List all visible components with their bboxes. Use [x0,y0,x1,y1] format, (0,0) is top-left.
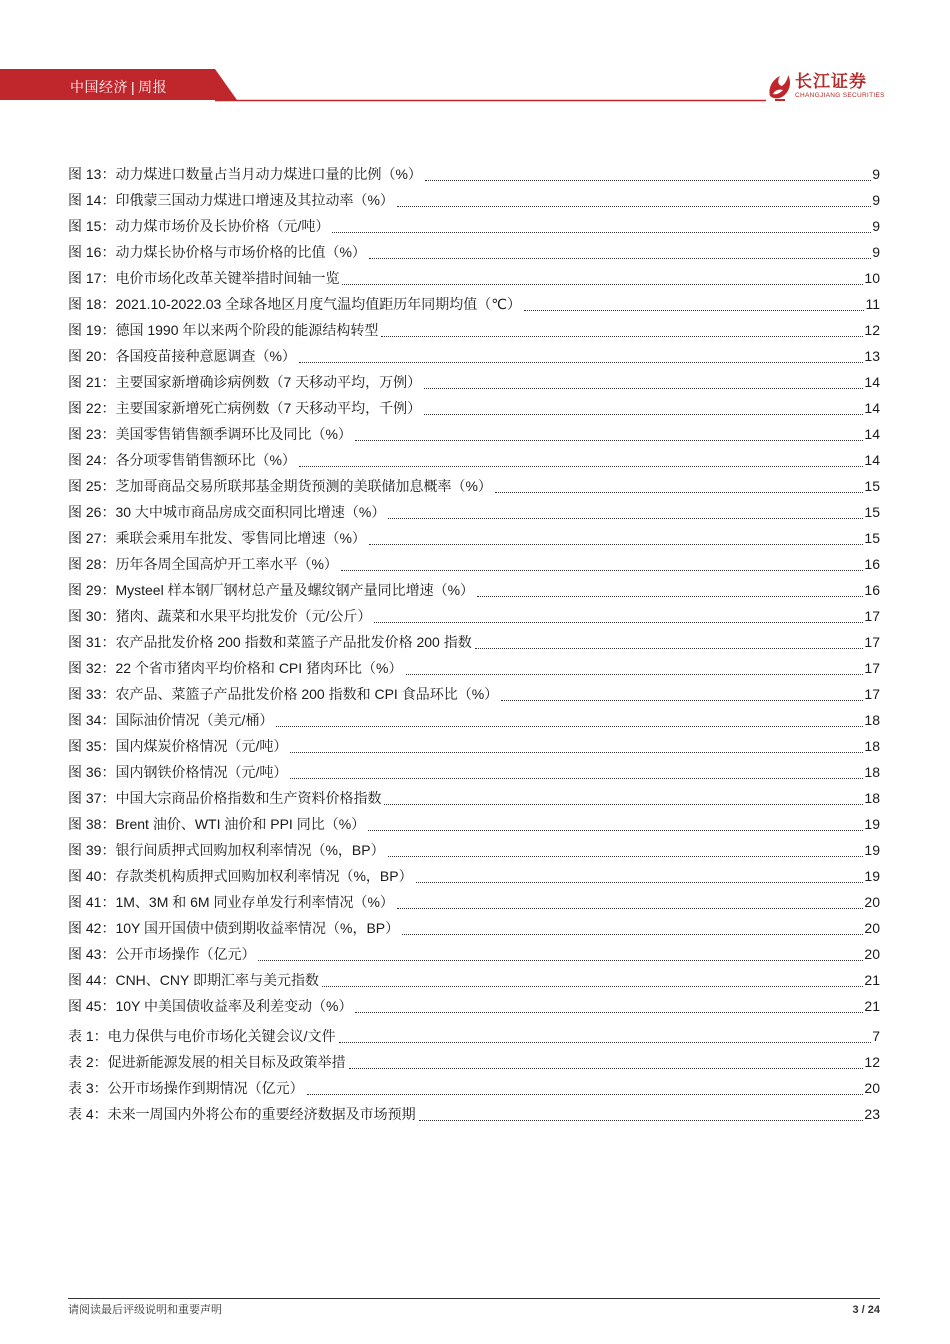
toc-entry-label: 图 34：国际油价情况（美元/桶） [68,712,274,728]
toc-entry-page: 15 [864,530,880,546]
footer-disclaimer-note: 请阅读最后评级说明和重要声明 [68,1304,222,1316]
toc-entry-page: 14 [864,374,880,390]
toc-entry-label: 图 20：各国疫苗接种意愿调查（%） [68,348,296,364]
toc-entry-label: 图 39：银行间质押式回购加权利率情况（%，BP） [68,842,385,858]
figure-list [68,161,880,1019]
toc-entry-label: 图 28：历年各周全国高炉开工率水平（%） [68,556,338,572]
brand-name-en: CHANGJIANG SECURITIES [795,92,885,99]
dot-leader [355,439,864,441]
toc-entry-page: 20 [864,894,880,910]
figure-toc-entry[interactable] [68,863,880,889]
toc-entry-label: 图 35：国内煤炭价格情况（元/吨） [68,738,288,754]
figure-toc-entry[interactable] [68,785,880,811]
figure-toc-entry[interactable] [68,993,880,1019]
toc-entry-page: 20 [864,920,880,936]
dot-leader [384,803,863,805]
figure-toc-entry[interactable] [68,967,880,993]
figure-toc-entry[interactable] [68,239,880,265]
figure-toc-entry[interactable] [68,421,880,447]
figure-toc-entry[interactable] [68,681,880,707]
figure-toc-entry[interactable] [68,525,880,551]
dot-leader [477,595,863,597]
figure-toc-entry[interactable] [68,577,880,603]
dot-leader [374,621,863,623]
toc-entry-page: 19 [864,868,880,884]
toc-entry-page: 23 [864,1106,880,1122]
toc-entry-label: 图 15：动力煤市场价及长协价格（元/吨） [68,218,330,234]
dot-leader [258,959,863,961]
header-title [70,76,167,98]
dot-leader [341,569,864,571]
figure-toc-entry[interactable] [68,889,880,915]
dot-leader [425,179,871,181]
dot-leader [397,907,863,909]
brand-logo [766,70,886,106]
figure-toc-entry[interactable] [68,343,880,369]
figure-toc-entry[interactable] [68,655,880,681]
brand-name: 长江证券 [795,72,867,91]
dot-leader [369,257,871,259]
toc-entry-page: 17 [864,660,880,676]
dot-leader [388,855,864,857]
toc-entry-label: 图 19：德国 1990 年以来两个阶段的能源结构转型 [68,322,379,338]
figure-toc-entry[interactable] [68,317,880,343]
figure-toc-entry[interactable] [68,915,880,941]
figure-toc-entry[interactable] [68,733,880,759]
dot-leader [369,543,864,545]
toc-entry-label: 图 31：农产品批发价格 200 指数和菜篮子产品批发价格 200 指数 [68,634,472,650]
table-toc-entry[interactable] [68,1023,880,1049]
figure-toc-entry[interactable] [68,759,880,785]
figure-toc-entry[interactable] [68,837,880,863]
toc-entry-page: 20 [864,1080,880,1096]
toc-entry-page: 18 [864,712,880,728]
toc-entry-label: 图 25：芝加哥商品交易所联邦基金期货预测的美联储加息概率（%） [68,478,492,494]
dot-leader [349,1067,864,1069]
figure-toc-entry[interactable] [68,811,880,837]
table-toc-entry[interactable] [68,1101,880,1127]
toc-entry-label: 图 22：主要国家新增死亡病例数（7 天移动平均，千例） [68,400,422,416]
toc-entry-page: 12 [864,322,880,338]
toc-entry-page: 14 [864,400,880,416]
dot-leader [416,881,864,883]
dot-leader [419,1119,864,1121]
dot-leader [406,673,864,675]
toc-entry-label: 图 14：印俄蒙三国动力煤进口增速及其拉动率（%） [68,192,394,208]
figure-toc-entry[interactable] [68,395,880,421]
figure-toc-entry[interactable] [68,941,880,967]
figure-toc-entry[interactable] [68,187,880,213]
toc-entry-label: 图 16：动力煤长协价格与市场价格的比值（%） [68,244,366,260]
dot-leader [495,491,864,493]
table-toc-entry[interactable] [68,1049,880,1075]
toc-entry-page: 9 [872,218,880,234]
dot-leader [381,335,863,337]
toc-entry-label: 图 41：1M、3M 和 6M 同业存单发行利率情况（%） [68,894,394,910]
table-toc-entry[interactable] [68,1075,880,1101]
toc-entry-label: 图 45：10Y 中美国债收益率及利差变动（%） [68,998,353,1014]
toc-entry-label: 图 13：动力煤进口数量占当月动力煤进口量的比例（%） [68,166,422,182]
dot-leader [299,465,864,467]
toc-entry-label: 图 18：2021.10-2022.03 全球各地区月度气温均值距历年同期均值（℃） [68,296,521,312]
figure-toc-entry[interactable] [68,629,880,655]
toc-entry-label: 表 1：电力保供与电价市场化关键会议/文件 [68,1028,336,1044]
toc-entry-label: 图 32：22 个省市猪肉平均价格和 CPI 猪肉环比（%） [68,660,403,676]
dot-leader [524,309,865,311]
figure-toc-entry[interactable] [68,551,880,577]
toc-entry-label: 图 38：Brent 油价、WTI 油价和 PPI 同比（%） [68,816,366,832]
toc-entry-page: 13 [864,348,880,364]
toc-entry-page: 9 [872,244,880,260]
toc-entry-label: 图 36：国内钢铁价格情况（元/吨） [68,764,288,780]
toc-entry-label: 图 24：各分项零售销售额环比（%） [68,452,296,468]
toc-entry-label: 表 2：促进新能源发展的相关目标及政策举措 [68,1054,346,1070]
phoenix-logo-icon [766,72,792,102]
figure-toc-entry[interactable] [68,369,880,395]
figure-toc-entry[interactable] [68,499,880,525]
figure-toc-entry[interactable] [68,707,880,733]
dot-leader [342,283,863,285]
toc-entry-label: 图 44：CNH、CNY 即期汇率与美元指数 [68,972,319,988]
toc-entry-page: 19 [864,816,880,832]
toc-entry-page: 17 [864,634,880,650]
dot-leader [299,361,864,363]
toc-entry-page: 9 [872,166,880,182]
toc-entry-page: 16 [864,582,880,598]
toc-entry-page: 21 [864,998,880,1014]
dot-leader [339,1041,871,1043]
toc-entry-label: 图 23：美国零售销售额季调环比及同比（%） [68,426,352,442]
toc-entry-label: 图 37：中国大宗商品价格指数和生产资料价格指数 [68,790,382,806]
toc-entry-page: 14 [864,426,880,442]
toc-entry-page: 12 [864,1054,880,1070]
toc-entry-page: 15 [864,478,880,494]
toc-entry-page: 17 [864,686,880,702]
dot-leader [307,1093,864,1095]
dot-leader [424,413,863,415]
toc-entry-page: 9 [872,192,880,208]
dot-leader [290,751,863,753]
figure-toc-entry[interactable] [68,291,880,317]
footer-rule [68,1298,880,1299]
toc-entry-label: 图 42：10Y 国开国债中债到期收益率情况（%，BP） [68,920,400,936]
toc-entry-label: 图 29：Mysteel 样本钢厂钢材总产量及螺纹钢产量同比增速（%） [68,582,475,598]
toc-entry-label: 图 30：猪肉、蔬菜和水果平均批发价（元/公斤） [68,608,372,624]
figure-toc-entry[interactable] [68,603,880,629]
table-list [68,1023,880,1127]
toc-entry-label: 图 33：农产品、菜篮子产品批发价格 200 指数和 CPI 食品环比（%） [68,686,499,702]
toc-entry-label: 图 26：30 大中城市商品房成交面积同比增速（%） [68,504,386,520]
dot-leader [501,699,863,701]
dot-leader [388,517,863,519]
header-section: 中国经济 [70,79,128,95]
toc-entry-label: 图 17：电价市场化改革关键举措时间轴一览 [68,270,340,286]
figure-toc-entry[interactable] [68,447,880,473]
figure-toc-entry[interactable] [68,265,880,291]
dot-leader [276,725,863,727]
dot-leader [332,231,871,233]
dot-leader [355,1011,863,1013]
toc-entry-label: 图 27：乘联会乘用车批发、零售同比增速（%） [68,530,366,546]
toc-entry-label: 图 43：公开市场操作（亿元） [68,946,256,962]
toc-entry-label: 图 40：存款类机构质押式回购加权利率情况（%，BP） [68,868,413,884]
toc-entry-label: 图 21：主要国家新增确诊病例数（7 天移动平均，万例） [68,374,422,390]
dot-leader [322,985,863,987]
dot-leader [368,829,863,831]
toc-entry-page: 20 [864,946,880,962]
toc-entry-page: 18 [864,738,880,754]
toc-entry-page: 15 [864,504,880,520]
toc-entry-page: 19 [864,842,880,858]
dot-leader [397,205,871,207]
toc-entry-page: 18 [864,790,880,806]
dot-leader [290,777,863,779]
page-number: 3 / 24 [852,1304,880,1316]
header-separator: | [131,79,136,95]
dot-leader [402,933,863,935]
toc-entry-label: 表 3：公开市场操作到期情况（亿元） [68,1080,304,1096]
toc-entry-page: 10 [864,270,880,286]
header-report-type: 周报 [138,79,168,95]
toc-entry-page: 16 [864,556,880,572]
dot-leader [475,647,864,649]
figure-toc-entry[interactable] [68,473,880,499]
toc-entry-page: 14 [864,452,880,468]
figure-toc-entry[interactable] [68,161,880,187]
toc-entry-page: 18 [864,764,880,780]
dot-leader [424,387,863,389]
toc-entry-page: 7 [872,1028,880,1044]
toc-entry-page: 11 [865,296,880,312]
toc-entry-page: 21 [864,972,880,988]
toc-entry-page: 17 [864,608,880,624]
figure-toc-entry[interactable] [68,213,880,239]
toc-entry-label: 表 4：未来一周国内外将公布的重要经济数据及市场预期 [68,1106,416,1122]
